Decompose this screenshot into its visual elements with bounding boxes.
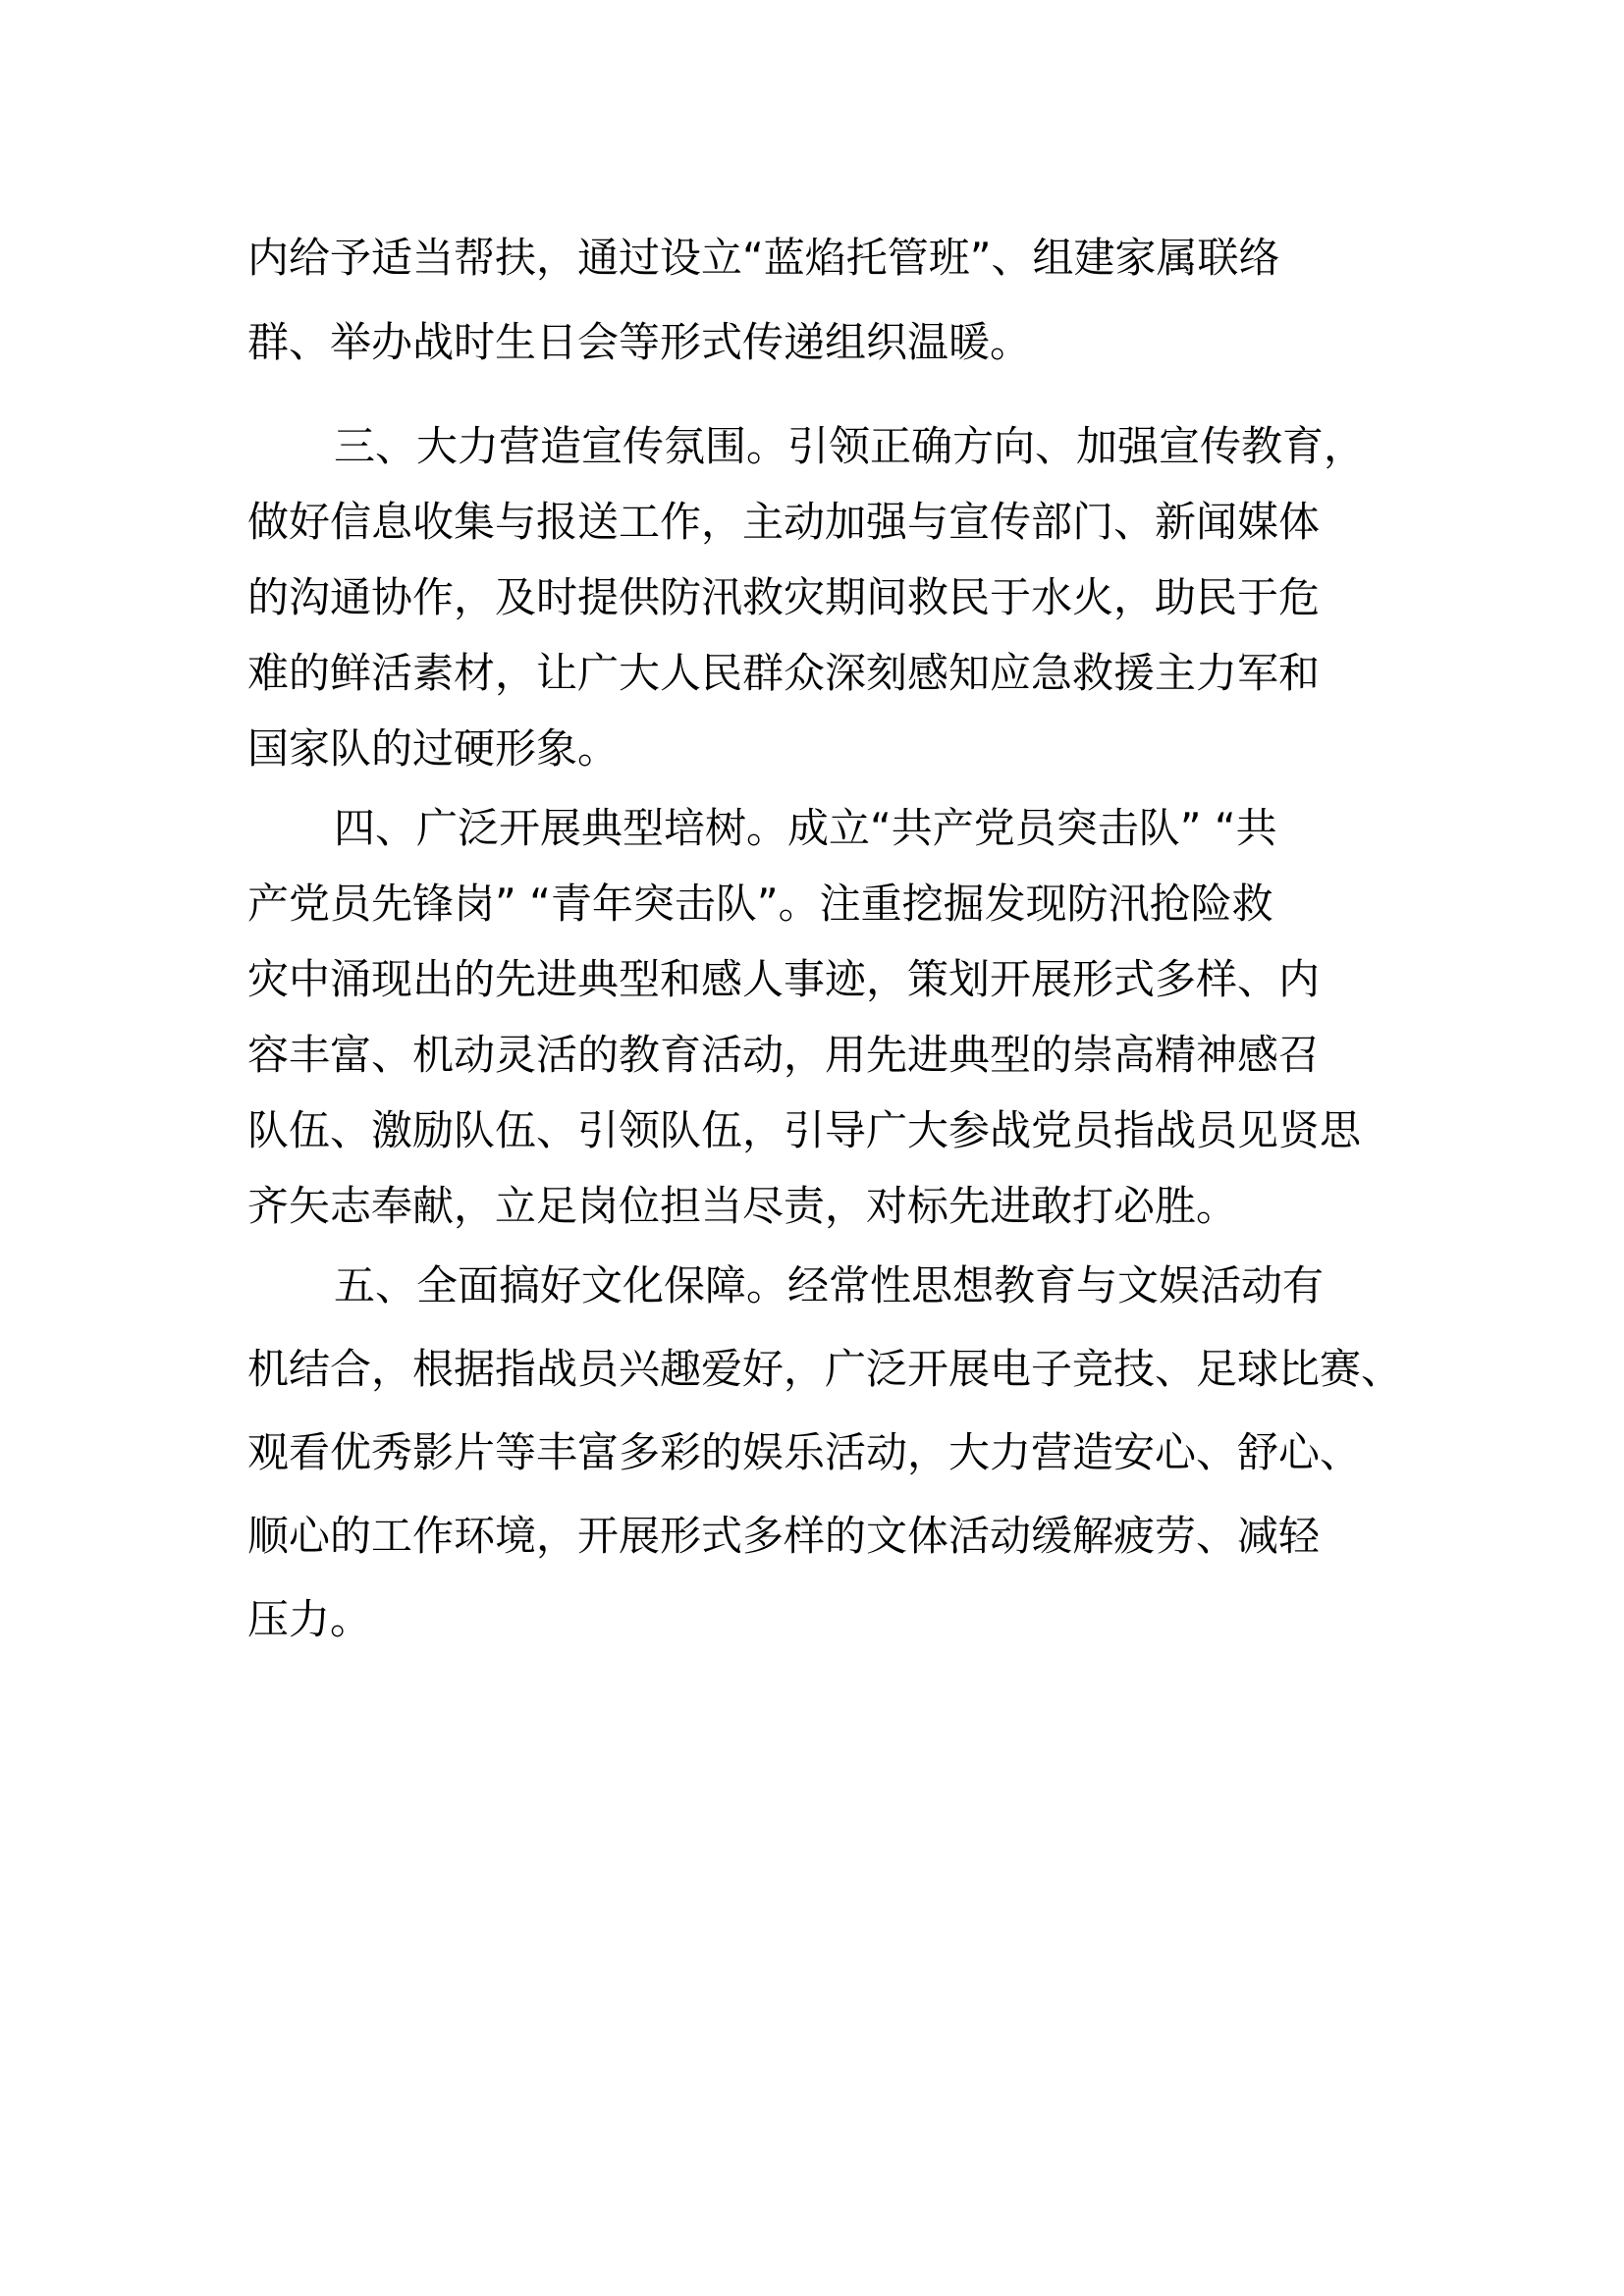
text-line: 产党员先锋岗” “青年突击队”。注重挖掘发现防汛抢险救 (247, 880, 1273, 928)
text-line: 灾中涌现出的先进典型和感人事迹，策划开展形式多样、内 (247, 955, 1321, 1003)
paragraph-family-support-continuation (247, 234, 1386, 405)
paragraph-role-models (247, 804, 1386, 1260)
text-line: 做好信息收集与报送工作，主动加强与宣传部门、新闻媒体 (247, 498, 1321, 546)
paragraph-publicity-atmosphere (247, 422, 1386, 803)
text-line: 群、举办战时生日会等形式传递组织温暖。 (247, 318, 1032, 366)
text-line: 容丰富、机动灵活的教育活动，用先进典型的崇高精神感召 (247, 1031, 1321, 1079)
text-line: 齐矢志奉献，立足岗位担当尽责，对标先进敢打必胜。 (247, 1182, 1238, 1230)
text-line: 难的鲜活素材，让广大人民群众深刻感知应急救援主力军和 (247, 649, 1321, 697)
text-line: 的沟通协作，及时提供防汛救灾期间救民于水火，助民于危 (247, 573, 1321, 621)
text-line: 队伍、激励队伍、引领队伍，引导广大参战党员指战员见贤思 (247, 1106, 1362, 1154)
text-line: 五、全面搞好文化保障。经常性思想教育与文娱活动有 (334, 1261, 1325, 1309)
text-line: 顺心的工作环境，开展形式多样的文体活动缓解疲劳、减轻 (247, 1512, 1321, 1560)
text-line: 观看优秀影片等丰富多彩的娱乐活动，大力营造安心、舒心、 (247, 1428, 1362, 1476)
text-line: 三、大力营造宣传氛围。引领正确方向、加强宣传教育， (334, 422, 1366, 470)
text-line: 机结合，根据指战员兴趣爱好，广泛开展电子竞技、足球比赛、 (247, 1345, 1403, 1393)
text-line: 国家队的过硬形象。 (247, 724, 620, 773)
paragraph-cultural-support (247, 1261, 1403, 1682)
text-line: 内给予适当帮扶，通过设立“蓝焰托管班”、组建家属联络 (247, 234, 1280, 282)
text-line: 四、广泛开展典型培树。成立“共产党员突击队” “共 (334, 804, 1277, 852)
text-line: 压力。 (247, 1595, 372, 1643)
